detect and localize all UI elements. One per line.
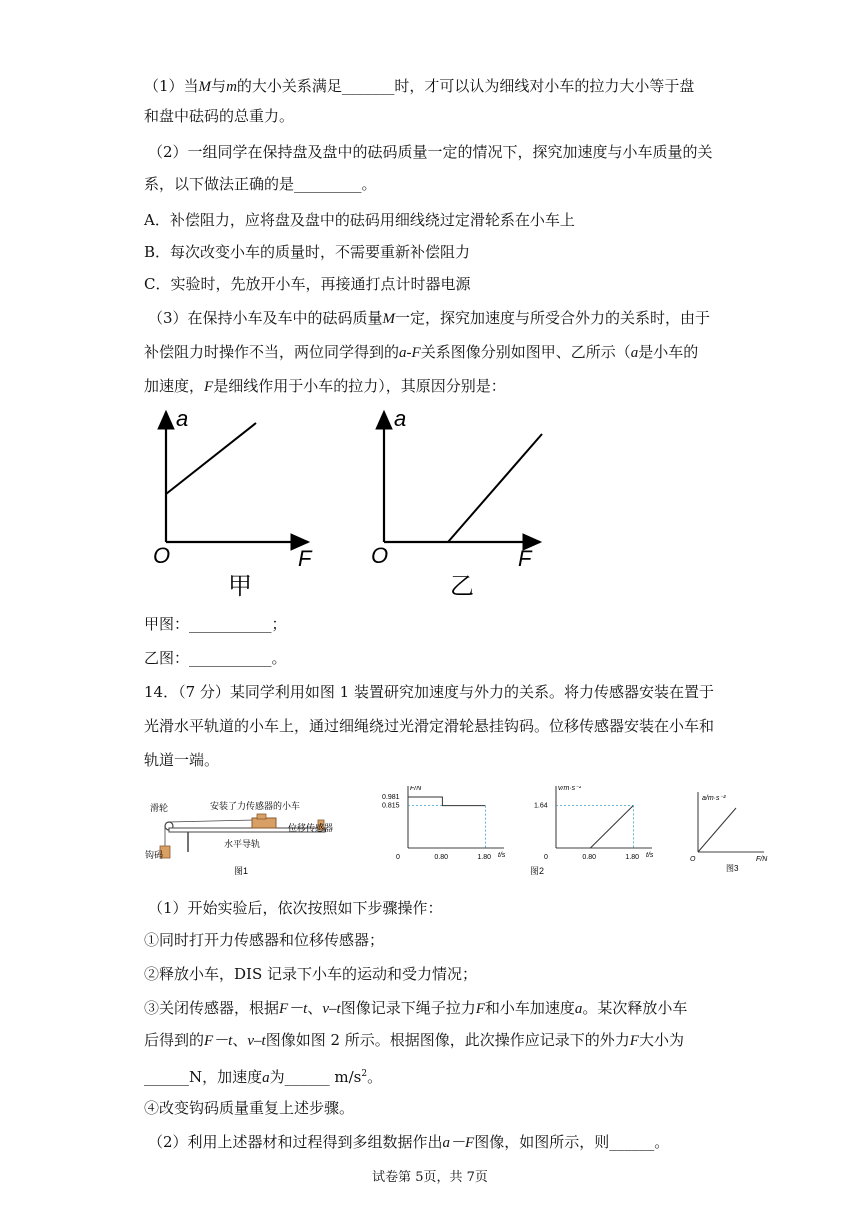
string-line [169,820,254,822]
sensor-label: 位移传感器 [288,823,334,833]
y-axis-label: v/m·s⁻¹ [558,786,582,792]
series-line [698,808,736,852]
answer-yi: 乙图：___________。 [144,649,287,667]
weight-label: 钩码 [145,850,164,860]
x-tick-label: 0.80 [434,854,449,861]
q14-intro-line1: 14．（7 分）某同学利用如图 1 装置研究加速度与外力的关系。将力传感器安装在置于 [144,683,714,701]
graph-line [166,423,256,494]
step-3-line1: ③关闭传感器，根据F－t、v–t图像记录下绳子拉力F和小车加速度a。某次释放小车 [144,999,688,1017]
q13-part1-line1: （1）当M与m的大小关系满足_______时，才可以认为细线对小车的拉力大小等于盘 [144,77,695,95]
step-1: ①同时打开力传感器和位移传感器； [144,931,385,949]
y-tick-label: 1.64 [534,802,548,810]
series-line [408,797,485,806]
step-3-line3: ______N，加速度a为______ $m/s^2$。 [144,1068,383,1086]
option-a: A．补偿阻力，应将盘及盘中的砝码用细线绕过定滑轮系在小车上 [144,211,575,229]
q13-part1-line2: 和盘中砝码的总重力。 [144,107,295,125]
figure-3-af-graph [684,786,784,878]
y-axis-label: F/N [410,786,422,792]
cart-label: 安装了力传感器的小车 [210,801,301,811]
x-tick-label: 0 [396,854,400,861]
answer-jia: 甲图：___________； [144,615,287,633]
step-2: ②释放小车，DIS 记录下小车的运动和受力情况； [144,965,477,983]
x-label: F [518,546,532,571]
step-3-line2: 后得到的F－t、v–t图像如图 2 所示。根据图像，此次操作应记录下的外力F大小为 [144,1031,684,1049]
graph-yi [368,406,558,601]
figure-1-caption: 图1 [234,866,249,876]
figure-2-vt-graph [520,786,670,866]
figure-3-caption: 图3 [726,864,739,873]
y-axis-label: a/m·s⁻² [702,795,726,802]
x-tick-label: 0 [544,854,548,861]
q13-part2-line1: （2）一组同学在保持盘及盘中的砝码质量一定的情况下，探究加速度与小车质量的关 [148,143,713,161]
x-axis-label: t/s [646,852,654,859]
y-label: a [394,406,407,431]
y-label: a [176,406,189,431]
q14-part1-intro: （1）开始实验后，依次按照如下步骤操作： [148,899,443,917]
x-axis-label: F/N [756,856,768,863]
cart-icon [252,818,276,828]
graph-jia [150,406,340,601]
page-footer: 试卷第 5页，共 7页 [372,1170,488,1185]
q13-part3-line3: 加速度，F是细线作用于小车的拉力），其原因分别是： [144,377,506,395]
x-label: F [298,546,312,571]
graph-line [448,434,542,542]
q13-part2-line2: 系，以下做法正确的是_________。 [144,175,377,193]
q14-intro-line2: 光滑水平轨道的小车上，通过细绳绕过光滑定滑轮悬挂钩码。位移传感器安装在小车和 [144,717,715,735]
y-tick-label: 0.815 [382,802,400,810]
q13-part3-line2: 补偿阻力时操作不当，两位同学得到的a-F关系图像分别如图甲、乙所示（a是小车的 [144,343,699,361]
q14-intro-line3: 轨道一端。 [144,751,220,769]
origin-label: O [690,856,696,863]
step-4: ④改变钩码质量重复上述步骤。 [144,1099,355,1117]
figure-2-ft-graph [370,786,520,866]
x-tick-label: 1.80 [477,854,492,861]
x-axis-label: t/s [498,852,506,859]
origin-label: O [153,543,171,568]
q14-part2: （2）利用上述器材和过程得到多组数据作出a－F图像，如图所示，则______。 [148,1133,670,1151]
series-line [590,805,633,848]
option-b: B．每次改变小车的质量时，不需要重新补偿阻力 [144,243,471,261]
x-tick-label: 0.80 [582,854,597,861]
caption-jia: 甲 [228,573,252,600]
force-sensor-icon [257,814,266,819]
figure-2-caption: 图2 [530,866,545,876]
track-label: 水平导轨 [224,839,261,849]
figure-1-apparatus [144,786,359,886]
origin-label: O [371,543,389,568]
q13-part3-line1: （3）在保持小车及车中的砝码质量M一定，探究加速度与所受合外力的关系时，由于 [148,309,711,327]
x-tick-label: 1.80 [625,854,640,861]
caption-yi: 乙 [450,573,474,600]
option-c: C．实验时，先放开小车，再接通打点计时器电源 [144,275,471,293]
y-tick-label: 0.981 [382,793,400,801]
pulley-label: 滑轮 [150,803,169,813]
